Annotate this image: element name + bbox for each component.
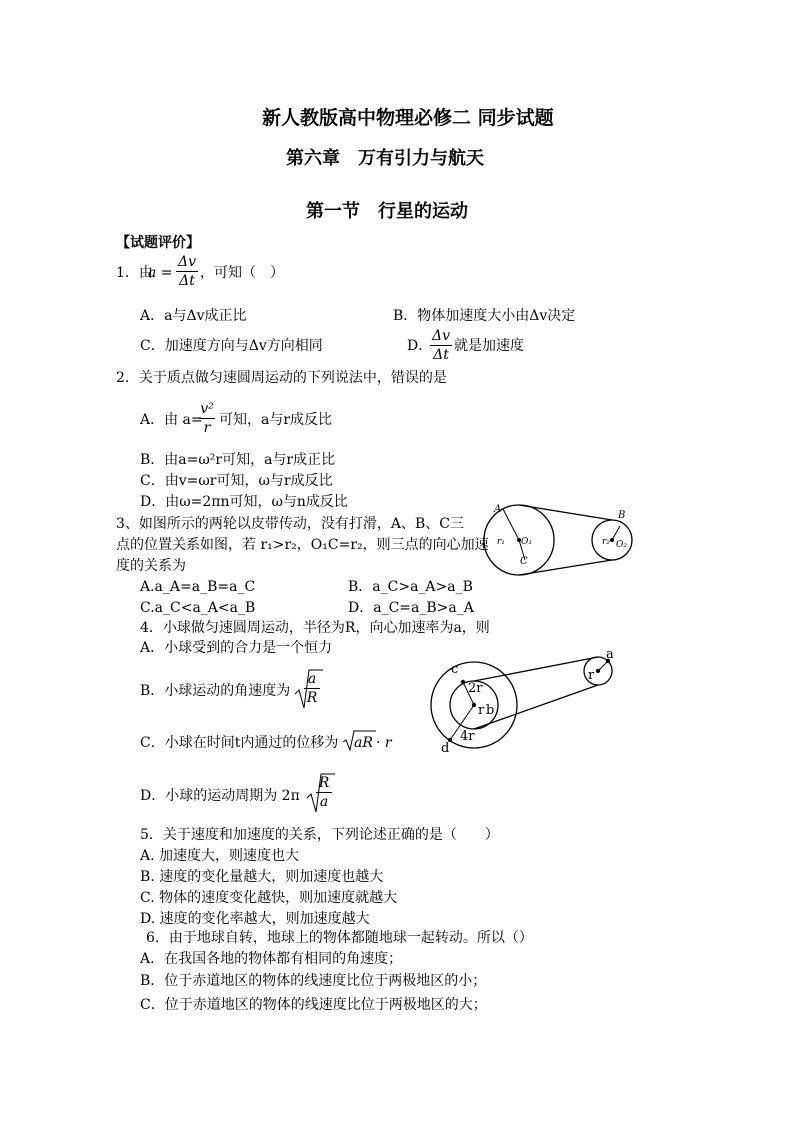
q4-option-d-fraction (316, 774, 332, 811)
q2-option-d: D．由ω=2πn可知，ω与n成反比 (140, 494, 348, 510)
label-d: d (441, 741, 450, 756)
q6-option-a: A．在我国各地的物体都有相同的角速度； (140, 951, 403, 967)
q3-option-a: A.a_A=a_B=a_C (140, 579, 256, 595)
q4-stem: 4．小球做匀速圆周运动，半径为R，向心加速率为a，则 (140, 620, 490, 636)
q4-option-c-prefix: C．小球在时间t内通过的位移为 (140, 735, 339, 751)
radius-r2 (612, 526, 620, 540)
q1-option-d-suffix: 就是加速度 (454, 338, 524, 354)
q4-option-c-suffix: · r (376, 735, 392, 751)
belt-top (474, 657, 598, 681)
q4-option-b-den: R (306, 690, 318, 706)
q3-option-b: B．a_C>a_A>a_B (348, 579, 473, 595)
small-center (596, 669, 600, 673)
q4-option-b-prefix: B．小球运动的角速度为 (140, 683, 291, 699)
label-2r: 2r (468, 681, 483, 696)
label-c: C (520, 556, 528, 567)
label-b: b (486, 703, 495, 718)
label-c: c (451, 662, 459, 677)
q1-fraction-num: Δv (177, 254, 197, 270)
evaluation-tag: 【试题评价】 (116, 235, 200, 251)
q6-option-b: B．位于赤道地区的物体的线速度比位于两极地区的小； (140, 973, 487, 989)
q4-option-a: A．小球受到的合力是一个恒力 (140, 640, 333, 656)
q4-wheel-figure (424, 644, 624, 756)
label-r1: r₁ (497, 537, 505, 547)
point-c (461, 680, 465, 684)
q2-option-b: B．由a=ω²r可知，a与r成正比 (140, 452, 336, 468)
section-title: 第一节 行星的运动 (306, 201, 468, 222)
q4-option-b-num: a (307, 671, 317, 687)
label-a: a (606, 647, 614, 662)
q3-option-d: D．a_C=a_B>a_A (348, 600, 474, 616)
belt-bottom (519, 560, 612, 575)
label-r2: r₂ (602, 537, 610, 547)
q3-option-c: C.a_C<a_A<a_B (140, 600, 256, 616)
q1-fraction (176, 253, 198, 290)
label-a: A (494, 504, 502, 515)
label-r-inner: r (478, 703, 485, 718)
q5-option-b: B. 速度的变化量越大，则加速度也越大 (140, 869, 384, 885)
q2-option-a-prefix: A．由 a= (140, 412, 203, 428)
q2-option-a-num: v² (200, 401, 214, 417)
q1-option-d-prefix: D． (407, 338, 433, 354)
q1-suffix: ，可知（ ） (200, 265, 284, 281)
q3-belt-figure (476, 500, 676, 584)
q2-option-c: C．由v=ωr可知，ω与r成反比 (140, 473, 333, 489)
label-o1: O₁ (521, 537, 532, 547)
q3-stem-line2: 点的位置关系如图，若 r₁>r₂，O₁C=r₂，则三点的向心加速 (116, 537, 489, 553)
q4-option-d-prefix: D．小球的运动周期为 2π (140, 788, 300, 804)
q6-stem: 6．由于地球自转，地球上的物体都随地球一起转动。所以（） (146, 930, 533, 946)
q1-option-d-num: Δv (431, 328, 451, 344)
label-r: r (588, 668, 595, 683)
q1-lhs: a = (148, 265, 173, 281)
q1-option-d-fraction (430, 327, 452, 364)
q6-option-c: C．位于赤道地区的物体的线速度比位于两极地区的大； (140, 997, 487, 1013)
q4-option-c-radicand: aR (354, 735, 373, 751)
q2-option-a-den: r (203, 420, 211, 436)
q1-prefix: 1．由 (116, 265, 153, 281)
q4-option-b-fraction (304, 670, 320, 707)
q1-fraction-den: Δt (179, 273, 195, 289)
q5-option-d: D. 速度的变化率越大，则加速度越大 (140, 911, 370, 927)
q1-option-a: A．a与Δv成正比 (140, 308, 247, 324)
q1-option-c: C．加速度方向与Δv方向相同 (140, 338, 323, 354)
label-4r: 4r (460, 729, 475, 744)
q2-option-a-suffix: 可知，a与r成反比 (219, 412, 333, 428)
center-point (472, 703, 476, 707)
center-o2 (610, 538, 614, 542)
q4-option-d-den: a (319, 794, 329, 810)
q4-option-d-num: R (318, 775, 330, 791)
radius-r1 (503, 509, 519, 540)
q2-stem: 2．关于质点做匀速圆周运动的下列说法中，错误的是 (116, 370, 447, 386)
chapter-title: 第六章 万有引力与航天 (286, 148, 484, 169)
q1-option-d-den: Δt (433, 347, 449, 363)
q2-option-a-fraction (199, 400, 215, 437)
q1-option-b: B．物体加速度大小由Δv决定 (393, 308, 576, 324)
q3-stem-line3: 度的关系为 (116, 558, 186, 574)
document-title: 新人教版高中物理必修二 同步试题 (262, 107, 554, 129)
label-o2: O₂ (616, 540, 627, 550)
q5-option-a: A. 加速度大，则速度也大 (140, 848, 300, 864)
q5-option-c: C. 物体的速度变化越快，则加速度就越大 (140, 890, 398, 906)
label-b: B (618, 510, 626, 521)
q5-stem: 5．关于速度和加速度的关系，下列论述正确的是（ ） (140, 827, 499, 843)
q3-stem-line1: 3、如图所示的两轮以皮带传动，没有打滑，A、B、C三 (116, 516, 465, 532)
belt-top (519, 505, 612, 520)
